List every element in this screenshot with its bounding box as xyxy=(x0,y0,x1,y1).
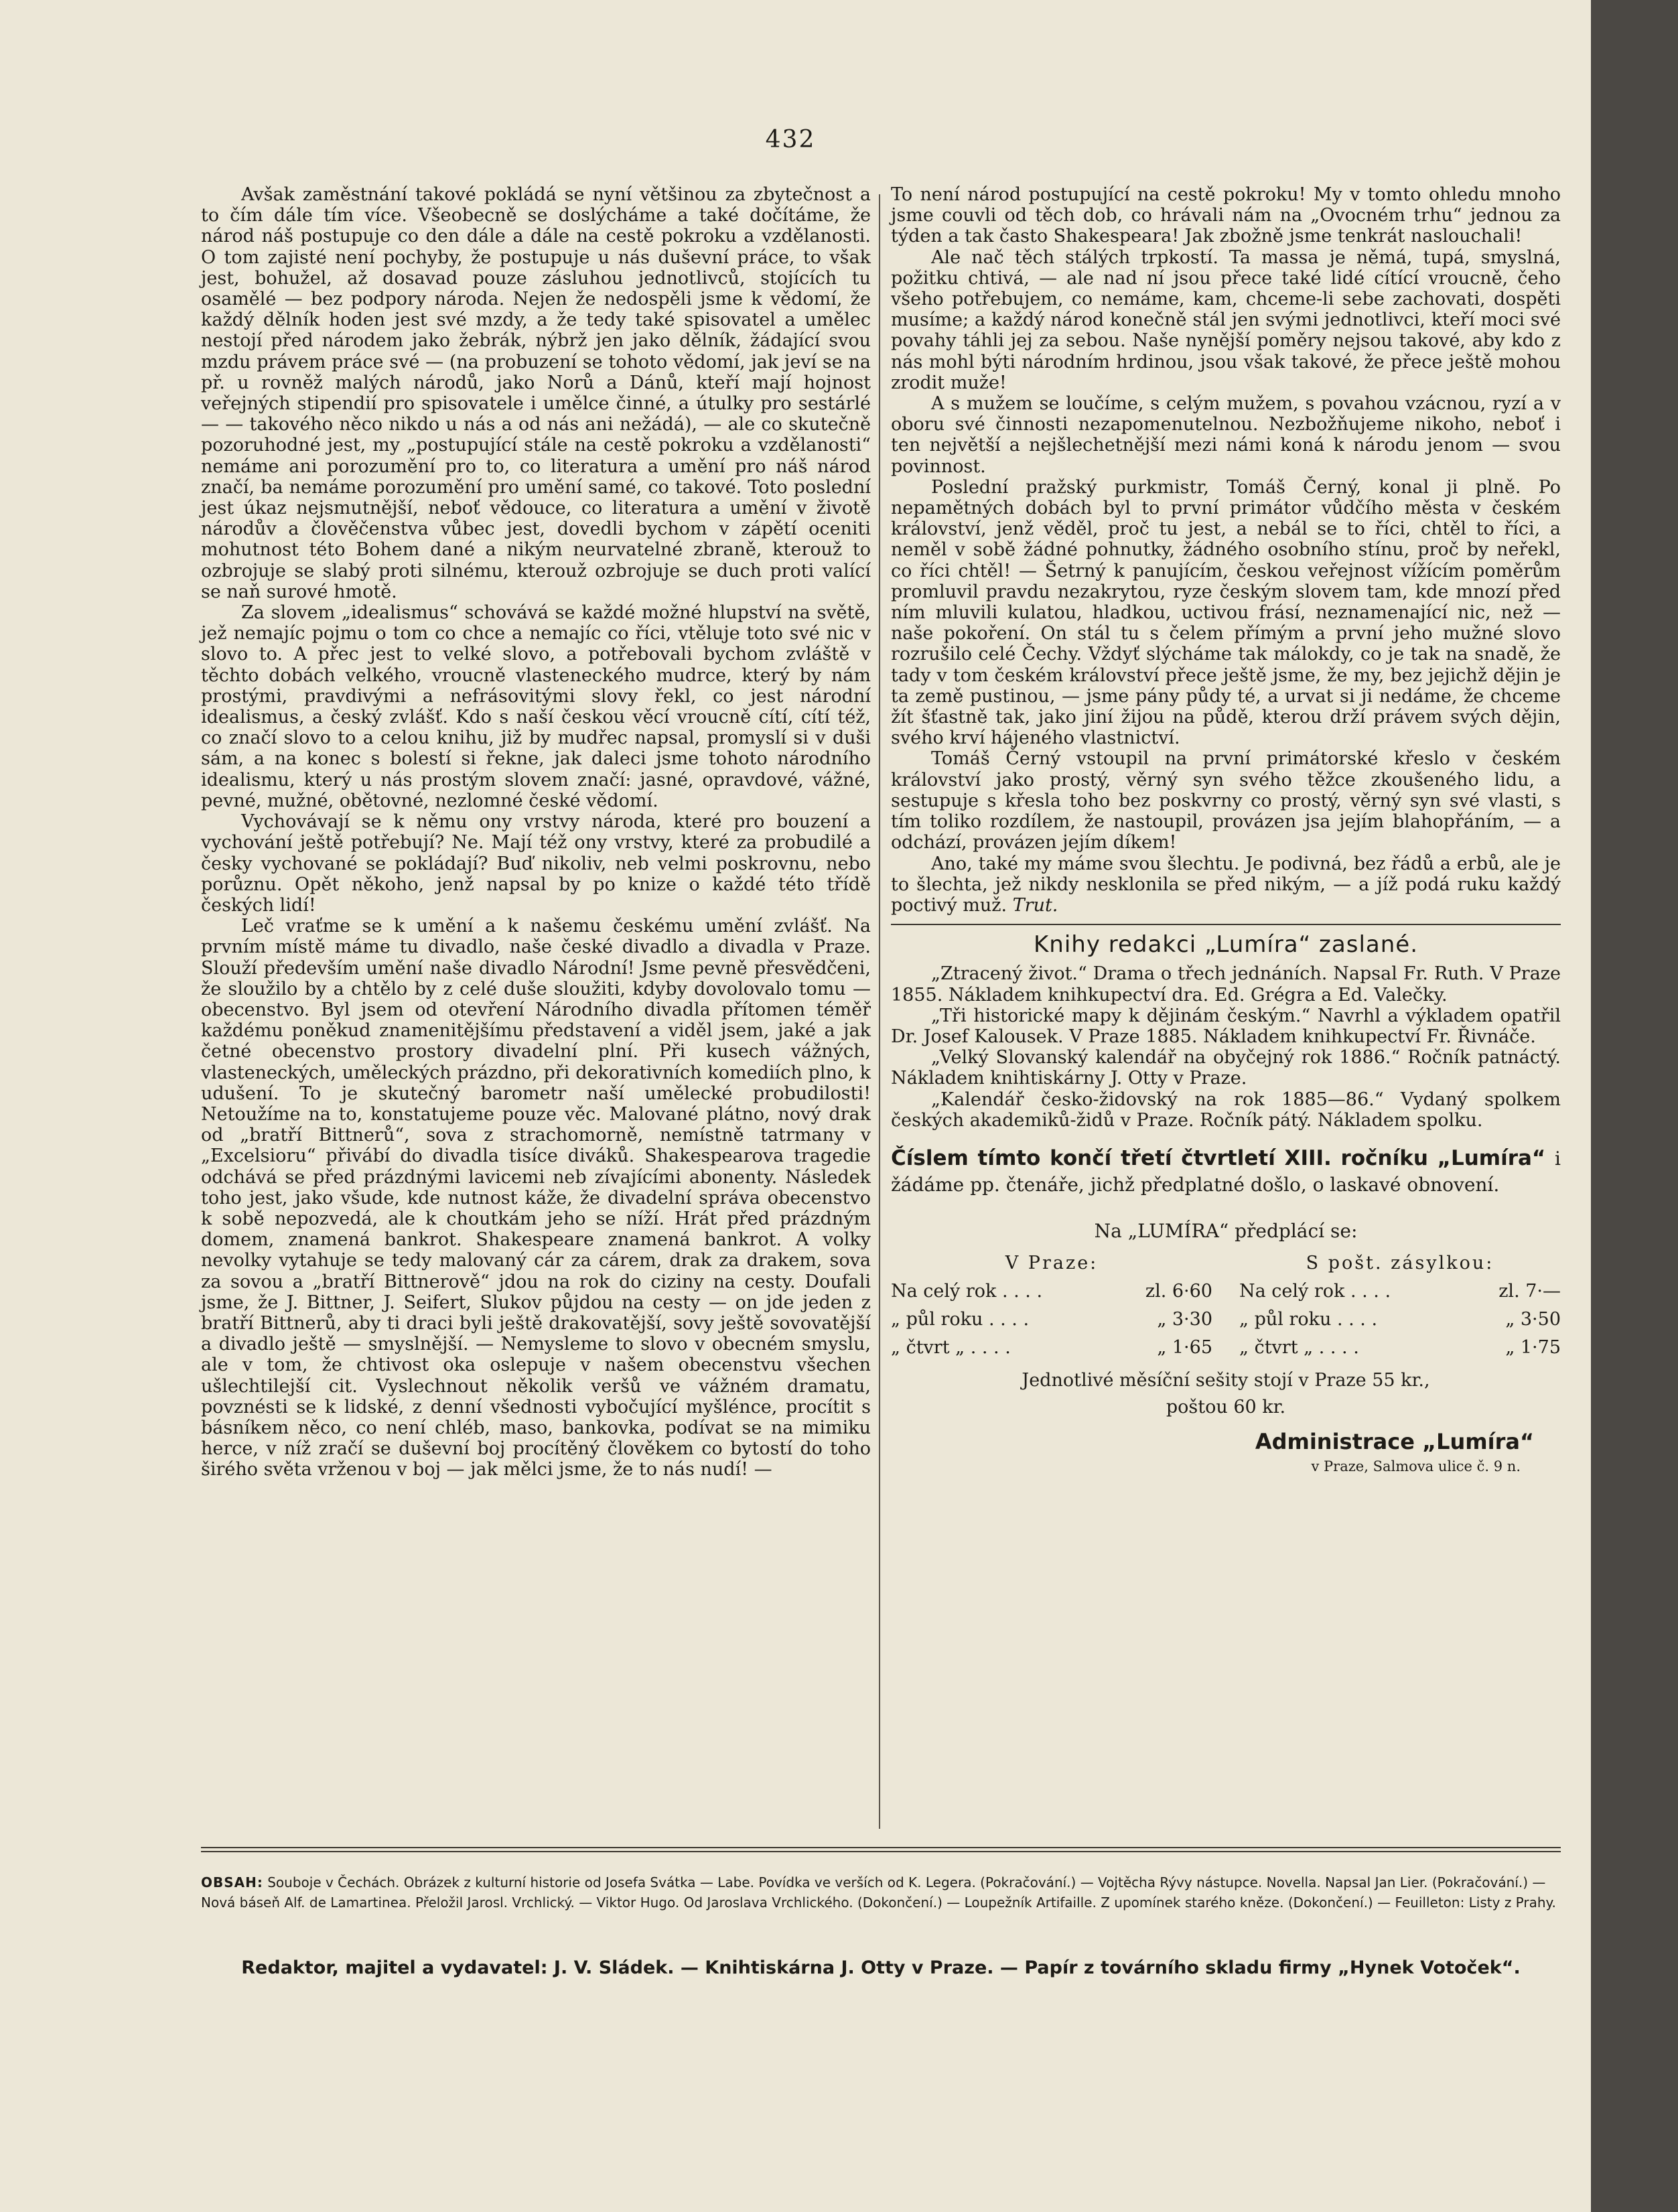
administration-name: Administrace „Lumíra“ xyxy=(1255,1429,1534,1455)
paragraph: Poslední pražský purkmistr, Tomáš Černý, konal ji plně. Po nepamětných dobách byl to první primátor vůdčího města v českém království, jenž věděl, proč tu jest, a nebál se to říci, chtěl to říci, a neměl v sobě žádné pohnutky, žádného osobního stínu, proč by neřekl, co říci chtěl! — Šetrný k panujícím, českou veřejnost vížícím poměrům promluvil pravdu nezakrytou, ryze českým slovem tam, kde mnozí před ním mluvili kulatou, hladkou, uctivou frásí, neznamenající nic, než — naše pokoření. On stál tu s čelem přímým a první jeho mužné slovo rozrušilo celé Čechy. Vždyť slýcháme tak málokdy, co je tak na snadě, že tady v tom českém království přece ještě jsme, že my, bez jejichž dějin je ta země pustinou, — jsme pány půdy té, a urvat si ji nedáme, že chceme žít šťastně tak, jako jiní žijou na půdě, kterou drží právem svých dějin, svého krví hájeného vlastnictví. xyxy=(891,476,1561,749)
price-value: „ 1·75 xyxy=(1505,1337,1561,1359)
price-row xyxy=(1239,1277,1561,1306)
paragraph xyxy=(891,853,1561,916)
paragraph: Tomáš Černý vstoupil na první primátorské křeslo v českém království jako prostý, věrný syn svého těžce zkoušeného lidu, a sestupuje s křesla toho bez poskvrny co prostý, věrný syn své vlasti, s tím toliko rozdílem, že nastoupil, provázen jsa jejím blahopřáním, — a odchází, provázen jejím díkem! xyxy=(891,748,1561,853)
books-heading: Knihy redakci „Lumíra“ zaslané. xyxy=(1033,931,1419,959)
left-column xyxy=(201,184,871,1480)
paragraph: A s mužem se loučíme, s celým mužem, s povahou vzácnou, ryzí a v oboru své činnosti nezapomenutelnou. Nezbožňujeme nikoho, neboť i ten největší a nejšlechetnější mezi námi koná k národu jenom — svou povinnost. xyxy=(891,393,1561,477)
page-number: 432 xyxy=(765,126,816,153)
book-entry: „Tři historické mapy k dějinám českým.“ Navrhl a výkladem opatřil Dr. Josef Kalousek. V Praze 1885. Nákladem knihkupectví Fr. Řivnáče. xyxy=(891,1005,1561,1047)
monthly-line: Jednotlivé měsíční sešity stojí v Praze 55 kr., xyxy=(1022,1370,1430,1391)
price-label: Na celý rok . . . . xyxy=(891,1281,1043,1302)
contents-label: OBSAH: xyxy=(201,1874,263,1890)
table-of-contents xyxy=(201,1872,1561,1913)
subscription-notice xyxy=(891,1146,1561,1198)
footer-rule xyxy=(201,1851,1561,1852)
book-entry: „Ztracený život.“ Drama o třech jednáních. Napsal Fr. Ruth. V Praze 1855. Nákladem knihkupectví dra. Ed. Grégra a Ed. Valečky. xyxy=(891,963,1561,1006)
price-value: „ 3·50 xyxy=(1505,1309,1561,1330)
notice-rest: i žádáme pp. čtenáře, jichž předplatné došlo, o laskavé obnovení. xyxy=(891,1147,1561,1196)
paragraph: Vychovávají se k němu ony vrstvy národa, které pro bouzení a vychování ještě potřebují? Ne. Mají též ony vrstvy, které za probudilé a česky vychované se pokládají? Buď nikoliv, neb velmi poskrovnu, nebo porůznu. Opět někoho, jenž napsal by po knize o každé této třídě českých lidí! xyxy=(201,811,871,916)
footer-rules xyxy=(201,1847,1561,1855)
price-row xyxy=(1239,1306,1561,1334)
right-column xyxy=(891,184,1561,1478)
paragraph: Avšak zaměstnání takové pokládá se nyní většinou za zbytečnost a to čím dále tím více. Všeobecně se doslýcháme a také dočítáme, že národ náš postupuje co den dále a dále na cestě pokroku a vzdělanosti. O tom zajisté není pochyby, že postupuje u nás duševní práce, to však jest, bohužel, až dosavad pouze zásluhou jednotlivců, stojících tu osamělé — bez podpory národa. Nejen že nedospěli jsme k vědomí, že každý dělník hoden jest své mzdy, a že tedy také spisovatel a umělec nestojí před národem jako žebrák, nýbrž jen jako dělník, žádající svou mzdu právem práce své — (na probuzení se tohoto vědomí, jak jeví se na př. u rovněž malých národů, jako Norů a Dánů, kteří mají hojnost veřejných stipendií pro spisovatele i umělce činné, a útulky pro sestárlé — — takového něco nikdo u nás a od nás ani nežádá), — ale co skutečně pozoruhodné jest, my „postupující stále na cestě pokroku a vzdělanosti“ nemáme ani porozumění pro to, co literatura a umění pro náš národ značí, ba nemáme porozumění pro umění samé, co takové. Toto poslední jest úkaz nejsmutnější, neboť vědouce, co literatura a umění v životě národův a člověčenstva vůbec jest, dovedli bychom v zápětí oceniti mohutnost této Bohem dané a nikým neurvatelné zbraně, kterouž to ozbrojuje se slabý proti silnému, kterouž ozbrojuje se duch proti valící se naň surové hmotě. xyxy=(201,184,871,602)
paragraph: Za slovem „idealismus“ schovává se každé možné hlupství na světě, jež nemajíc pojmu o tom co chce a nemajíc co říci, vtěluje toto své nic v slovo to. A přec jest to velké slovo, a potřebovali bychom zvláště v těchto dobách velkého, vroucně vlasteneckého mudrce, který by nám prostými, pravdivými a nefrásovitými slovy řekl, co jest národní idealismus, a český zvlášť. Kdo s naší českou věcí vroucně cítí, cítí též, co značí slovo to a celou knihu, již by mudřec napsal, promyslí si v duši sám, a na konec s bolestí si řekne, jak daleci jsme tohoto národního idealismu, který u nás prostým slovem značí: jasné, opravdové, vážné, pevné, mužné, obětovné, nezlomné české vědomí. xyxy=(201,602,871,811)
column-divider xyxy=(879,194,880,1829)
price-row xyxy=(1239,1334,1561,1362)
price-block-post xyxy=(1239,1249,1561,1362)
price-value: „ 1·65 xyxy=(1157,1337,1212,1359)
price-row xyxy=(891,1334,1212,1362)
price-row xyxy=(891,1306,1212,1334)
price-label: „ půl roku . . . . xyxy=(1239,1309,1378,1330)
price-label: „ čtvrt „ . . . . xyxy=(1239,1337,1359,1359)
book-entry: „Kalendář česko-židovský na rok 1885—86.“ Vydaný spolkem českých akademiků-židů v Praze. Ročník pátý. Nákladem spolku. xyxy=(891,1089,1561,1131)
paragraph: To není národ postupující na cestě pokroku! My v tomto ohledu mnoho jsme couvli od těch dob, co hrávali nám na „Ovocném trhu“ jednou za týden a tak často Shakespeara! Jak zbožně jsme tenkrát naslouchali! xyxy=(891,184,1561,247)
price-label: „ půl roku . . . . xyxy=(891,1309,1030,1330)
book-entry: „Velký Slovanský kalendář na obyčejný rok 1886.“ Ročník patnáctý. Nákladem knihtiskárny J. Otty v Praze. xyxy=(891,1047,1561,1089)
price-label: Na celý rok . . . . xyxy=(1239,1281,1391,1302)
section-rule xyxy=(891,924,1561,925)
imprint: Redaktor, majitel a vydavatel: J. V. Sládek. — Knihtiskárna J. Otty v Praze. — Papír z továrního skladu firmy „Hynek Votoček“. xyxy=(241,1957,1521,1978)
paragraph: Ale nač těch stálých trpkostí. Ta massa je němá, tupá, smyslná, požitku chtivá, — ale nad ní jsou přece také lidé cítící vroucně, čeho všeho potřebujem, co nemáme, kam, chceme-li sebe zachovati, dospěti musíme; a každý národ konečně stál jen svými jednotlivci, kteří moci své povahy táhli jej za sebou. Naše nynější poměry nejsou takové, aby kdo z nás mohl býti národním hrdinou, jsou však takové, že přece ještě mohou zrodit muže! xyxy=(891,247,1561,393)
price-value: zl. 7·— xyxy=(1498,1281,1561,1302)
notice-bold: Číslem tímto končí třetí čtvrtletí XIII. ročníku „Lumíra“ xyxy=(891,1146,1546,1170)
author-signature: Trut. xyxy=(1012,894,1058,916)
price-value: „ 3·30 xyxy=(1157,1309,1212,1330)
paragraph-text: Ano, také my máme svou šlechtu. Je podivná, bez řádů a erbů, ale je to šlechta, jež nikdy nesklonila se před nikým, — a jíž podá ruku každý poctivý muž. xyxy=(891,853,1561,916)
price-row xyxy=(891,1277,1212,1306)
price-block-title: V Praze: xyxy=(1005,1253,1099,1274)
paragraph: Leč vraťme se k umění a k našemu českému umění zvlášť. Na prvním místě máme tu divadlo, naše české divadlo a divadla v Praze. Slouží především umění naše divadlo Národní! Jsme pevně přesvědčeni, že sloužilo by a chtělo by z celé duše sloužiti, kdyby dovolovalo tomu — obecenstvo. Byl jsem od otevření Národního divadla přítomen téměř každému poněkud znamenitějšímu představení a viděl jsem, jaké a jak četné obecenstvo prostory divadelní plní. Při kusech vážných, vlasteneckých, uměleckých prázdno, při dekorativních komediích plno, k udušení. To je skutečný barometr naší umělecké probudilosti! Netoužíme na to, konstatujeme pouze věc. Malované plátno, nový drak od „bratří Bittnerů“, sova z strachomorně, nemístně tatrmany v „Excelsioru“ přivábí do divadla tisíce diváků. Shakespearova tragedie odchává se před prázdnými lavicemi neb zívajícími abonenty. Následek toho jest, jako všude, kde nutnost káže, že divadelní správa obecenstvo k sobě nepozvedá, ale k choutkám jeho se níží. Hrát před prázdným domem, znamená bankrot. Shakespeare znamená bankrot. A volky nevolky vytahuje se tedy malovaný cár za cárem, drak za drakem, sova za sovou a „bratří Bittnerově“ jdou na rok do ciziny na cesty. Doufali jsme, že J. Bittner, J. Seifert, Slukov půjdou na cesty — on jde jeden z bratří Bittnerů, aby ti draci byli ještě drakovatější, sovy ještě sovovatější a divadlo ještě — smyslnější. — Nemysleme to slovo v obecném smyslu, ale v tom, že chtivost oka oslepuje v našem obecenstvu všechen ušlechtilejší cit. Vyslechnout několik veršů ve vážném dramatu, povznésti se k lidské, z denní všednosti vybočující myšlénce, procítit s básníkem něco, co není chléb, maso, bankovka, podívat se na mimiku herce, v níž zračí se duševní boj procítěný člověkem co bytostí do toho širého světa vrženou v boj — jak mělci jsme, že to nás nudí! — xyxy=(201,916,871,1480)
price-value: zl. 6·60 xyxy=(1145,1281,1212,1302)
administration-address: v Praze, Salmova ulice č. 9 n. xyxy=(1311,1458,1521,1475)
price-label: „ čtvrt „ . . . . xyxy=(891,1337,1011,1359)
price-table xyxy=(891,1249,1561,1362)
subscription-heading: Na „LUMÍRA“ předplácí se: xyxy=(1094,1219,1358,1242)
contents-text: Souboje v Čechách. Obrázek z kulturní historie od Josefa Svátka — Labe. Povídka ve verších od K. Legera. (Pokračování.) — Vojtěcha Rývy nástupce. Novella. Napsal Jan Lier. (Pokračování.) — Nová báseň Alf. de Lamartinea. Přeložil Jarosl. Vrchlický. — Viktor Hugo. Od Jaroslava Vrchlického. (Dokončení.) — Loupežník Artifaille. Z upomínek starého kněze. (Dokončení.) — Feuilleton: Listy z Prahy. xyxy=(201,1874,1556,1911)
monthly-line: poštou 60 kr. xyxy=(1166,1397,1286,1418)
monthly-price-note xyxy=(891,1367,1561,1421)
price-block-title: S pošt. zásylkou: xyxy=(1306,1253,1494,1274)
footer-rule xyxy=(201,1847,1561,1848)
price-block-prague xyxy=(891,1249,1212,1362)
